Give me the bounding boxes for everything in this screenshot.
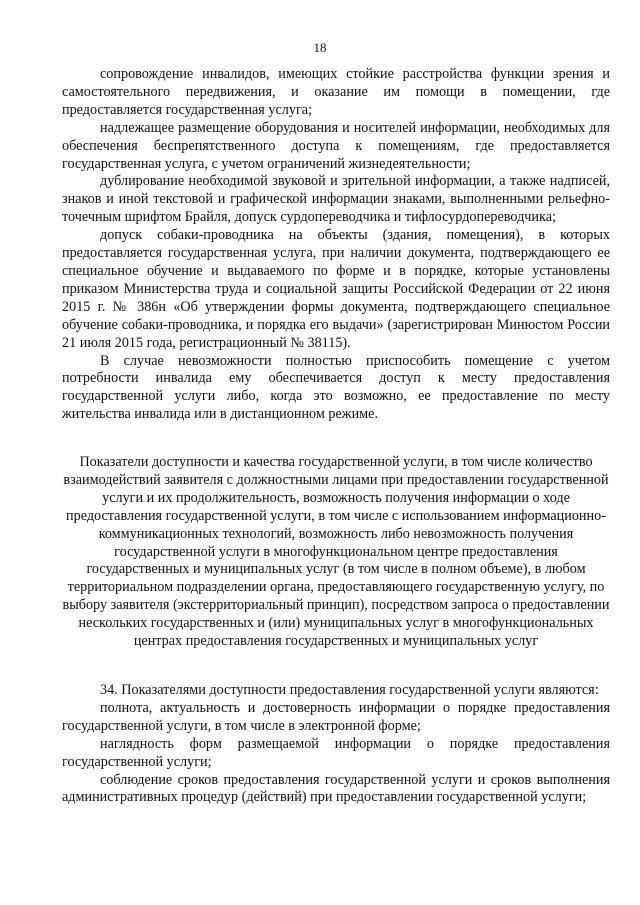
paragraph: надлежащее размещение оборудования и носителей информации, необходимых для обеспечения беспрепятственного доступа к помещениям, где предоставляется государственная услуга, с учетом ограничений жизнедеятельности; <box>62 119 610 172</box>
paragraph: соблюдение сроков предоставления государственной услуги и сроков выполнения административных процедур (действий) при предоставлении государственной услуги; <box>62 771 610 806</box>
body-text-top <box>62 66 610 424</box>
paragraph: дублирование необходимой звуковой и зрительной информации, а также надписей, знаков и иной текстовой и графической информации знаками, выполненными рельефно-точечным шрифтом Брайля, допуск сурдопереводчика и тифлосурдопереводчика; <box>62 173 610 226</box>
paragraph: сопровождение инвалидов, имеющих стойкие расстройства функции зрения и самостоятельного передвижения, и оказание им помощи в помещении, где предоставляется государственная услуга; <box>62 66 610 118</box>
paragraph: 34. Показателями доступности предоставления государственной услуги являются: <box>100 682 599 698</box>
section-heading-text: Показатели доступности и качества государственной услуги, в том числе количество взаимодействий заявителя с должностными лицами при предоставлении государственной услуги и их продолжительность, возможность получения информации о ходе предоставления государственной услуги, в том числе с использованием информационно-коммуникационных технологий, возможность либо невозможность получения государственной услуги в многофункциональном центре предоставления государственных и муниципальных услуг (в том числе в полном объеме), в любом территориальном подразделении органа, предоставляющего государственную услугу, по выбору заявителя (экстерриториальный принцип), посредством запроса о предоставлении нескольких государственных и (или) муниципальных услуг в многофункциональных центрах предоставления государственных и муниципальных услуг <box>62 454 610 650</box>
page-number: 18 <box>313 40 327 55</box>
paragraph: допуск собаки-проводника на объекты (здания, помещения), в которых предоставляется государственная услуга, при наличии документа, подтверждающего ее специальное обучение и выдаваемого по форме и в порядке, которые установлены приказом Министерства труда и социальной защиты Российской Федерации от 22 июня 2015 г. № 386н «Об утверждении формы документа, подтверждающего специальное обучение собаки-проводника, и порядка его выдачи» (зарегистрирован Минюстом России 21 июля 2015 года, регистрационный № 38115). <box>62 227 610 351</box>
body-text-bottom <box>62 682 610 807</box>
paragraph: наглядность форм размещаемой информации о порядке предоставления государственной услуги; <box>62 735 610 770</box>
paragraph: В случае невозможности полностью приспособить помещение с учетом потребности инвалида ему обеспечивается доступ к месту предоставления государственной услуги либо, когда это возможно, ее предоставление по месту жительства инвалида или в дистанционном режиме. <box>62 352 610 423</box>
section-heading <box>62 454 610 651</box>
paragraph: полнота, актуальность и достоверность информации о порядке предоставления государственной услуги, в том числе в электронной форме; <box>62 699 610 734</box>
